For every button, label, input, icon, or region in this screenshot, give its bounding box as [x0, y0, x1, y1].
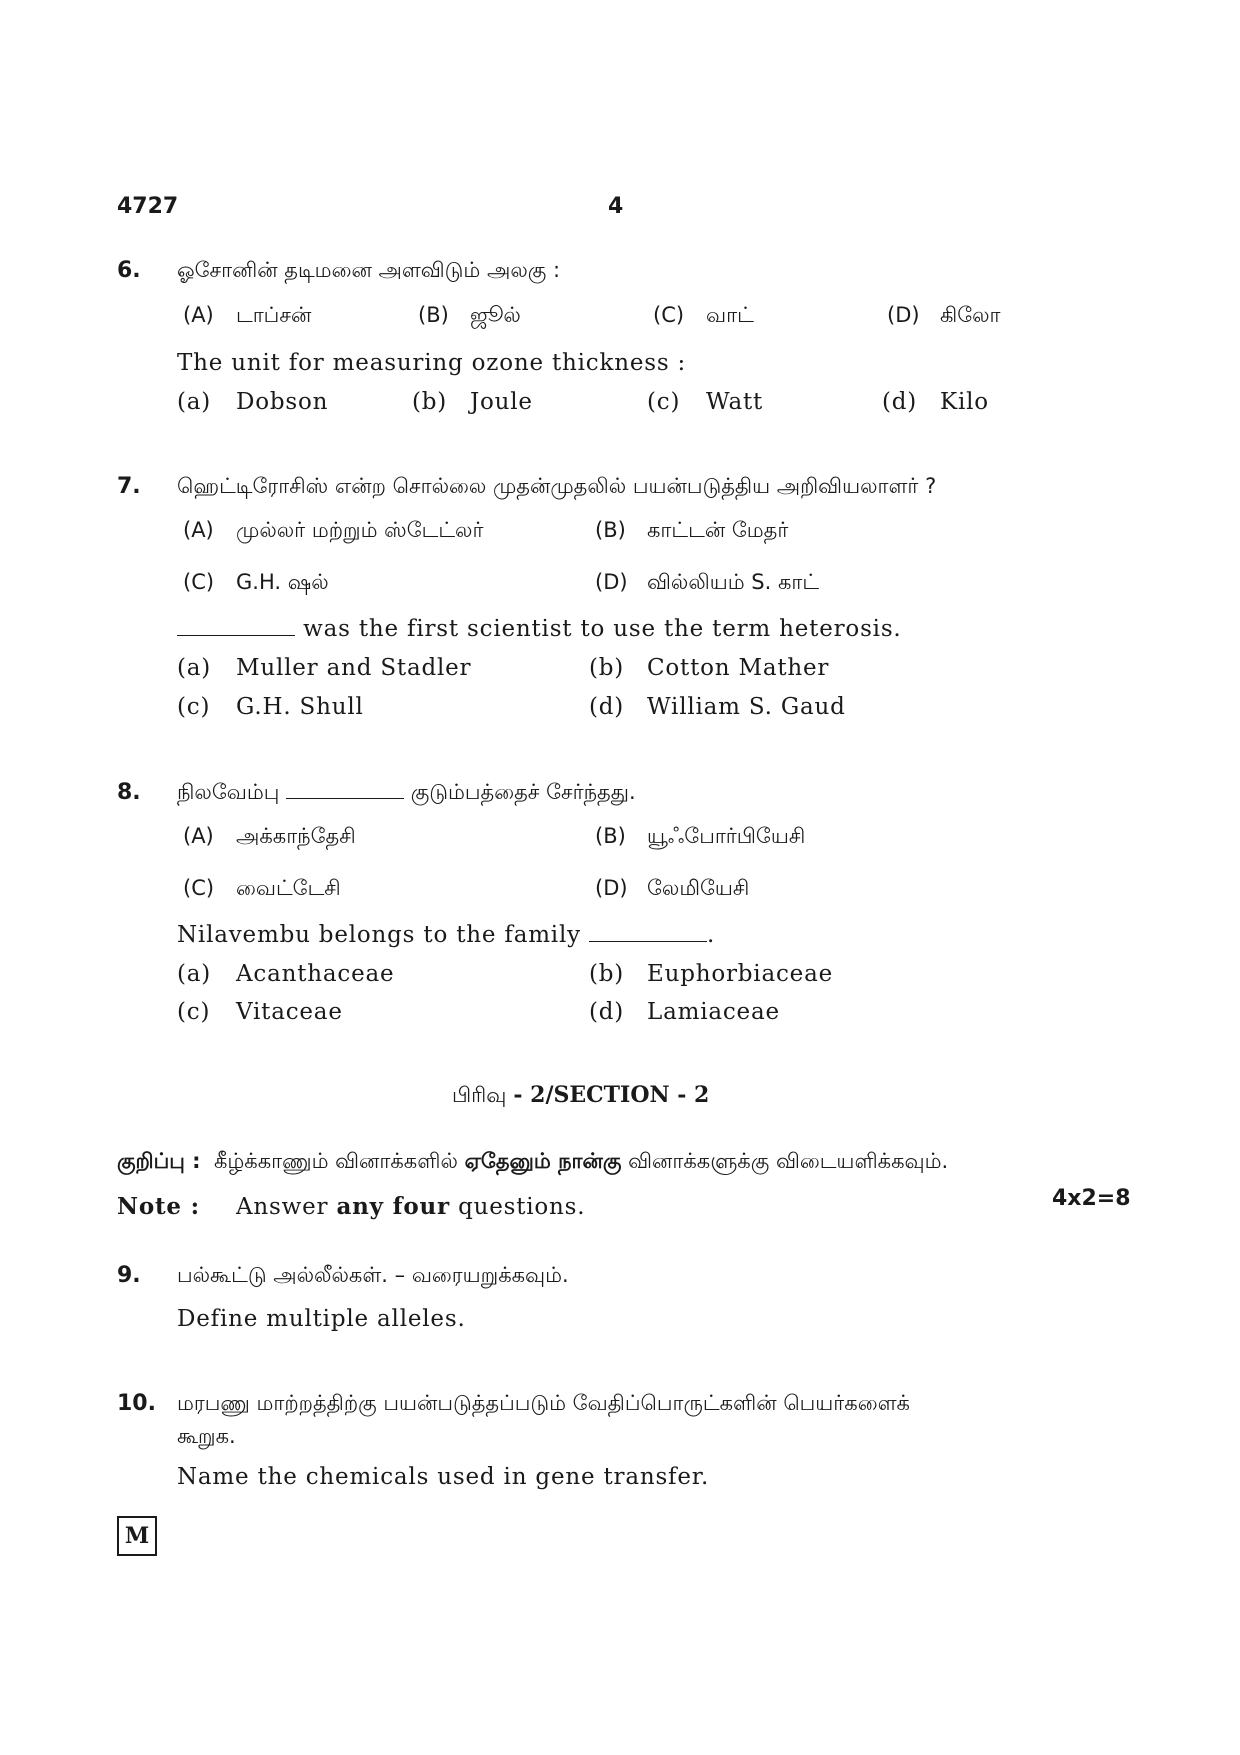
option-text-tamil: யூஃபோர்பியேசி — [647, 824, 806, 848]
option-text-english: Cotton Mather — [647, 655, 830, 681]
option-label: (C) — [183, 570, 215, 594]
option-label: (A) — [183, 518, 214, 542]
option-label: (C) — [183, 876, 215, 900]
option-label: (D) — [887, 303, 920, 327]
option-label: (d) — [589, 999, 625, 1025]
note-label-tamil: குறிப்பு : — [117, 1149, 201, 1173]
option-text-english: William S. Gaud — [647, 694, 846, 720]
option-label: (b) — [589, 655, 625, 681]
note-emphasis-english: any four — [336, 1193, 450, 1220]
option-label: (A) — [183, 303, 214, 327]
question-number: 8. — [117, 780, 141, 805]
question-text-english-body: was the first scientist to use the term heterosis. — [303, 616, 902, 642]
question-number: 9. — [117, 1263, 141, 1288]
option-text-tamil: கிலோ — [940, 303, 1001, 327]
question-text-english: Define multiple alleles. — [177, 1306, 466, 1332]
note-label-english: Note : — [117, 1193, 200, 1220]
note-text-tamil: கீழ்க்காணும் வினாக்களில் — [213, 1149, 458, 1173]
option-text-tamil: முல்லர் மற்றும் ஸ்டேட்லர் — [236, 518, 484, 542]
option-text-tamil: G.H. ஷல் — [236, 570, 329, 594]
question-text-tamil — [177, 780, 636, 807]
option-label: (a) — [177, 961, 212, 987]
note-text-english: Answer — [236, 1194, 329, 1220]
page-number: 4 — [608, 194, 624, 219]
question-text-english — [177, 922, 715, 948]
option-label: (a) — [177, 389, 212, 415]
option-text-tamil: வில்லியம் S. காட் — [647, 570, 820, 594]
option-label: (D) — [595, 876, 628, 900]
question-text-english-body: Nilavembu belongs to the family — [177, 922, 581, 948]
section-heading-english: - 2/SECTION - 2 — [513, 1082, 710, 1108]
option-label: (b) — [412, 389, 448, 415]
question-text-tamil: ஹெட்டிரோசிஸ் என்ற சொல்லை முதன்முதலில் பயன்படுத்திய அறிவியலாளர் ? — [177, 474, 937, 498]
note-english — [236, 1193, 585, 1220]
note-text-tamil-end: வினாக்களுக்கு விடையளிக்கவும். — [628, 1149, 949, 1173]
note-tamil — [117, 1149, 948, 1176]
option-label: (B) — [595, 518, 626, 542]
section-heading-tamil: பிரிவு — [452, 1083, 507, 1107]
option-label: (C) — [653, 303, 685, 327]
question-text-tamil: மரபணு மாற்றத்திற்கு பயன்படுத்தப்படும் வேதிப்பொருட்களின் பெயர்களைக் — [177, 1391, 910, 1415]
option-text-english: Muller and Stadler — [236, 655, 472, 681]
answer-blank — [286, 797, 404, 799]
question-text-tamil: பல்கூட்டு அல்லீல்கள். – வரையறுக்கவும். — [177, 1263, 569, 1287]
option-label: (c) — [177, 694, 211, 720]
option-text-english: Joule — [470, 389, 533, 415]
option-label: (A) — [183, 824, 214, 848]
paper-code: 4727 — [117, 194, 179, 219]
option-label: (B) — [595, 824, 626, 848]
option-label: (c) — [177, 999, 211, 1025]
question-text-tamil: ஓசோனின் தடிமனை அளவிடும் அலகு : — [177, 258, 561, 282]
answer-blank — [177, 634, 295, 636]
option-label: (a) — [177, 655, 212, 681]
question-text-english: The unit for measuring ozone thickness : — [177, 350, 687, 376]
option-label: (D) — [595, 570, 628, 594]
option-label: (c) — [647, 389, 681, 415]
note-emphasis-tamil: ஏதேனும் நான்கு — [464, 1149, 622, 1173]
question-text-tamil-end: குடும்பத்தைச் சேர்ந்தது. — [410, 780, 636, 804]
question-text-tamil-continued: கூறுக. — [177, 1424, 236, 1448]
option-text-english: Watt — [706, 389, 764, 415]
option-text-tamil: ஜூல் — [470, 303, 521, 327]
option-label: (b) — [589, 961, 625, 987]
option-label: (d) — [882, 389, 918, 415]
option-text-tamil: வைட்டேசி — [236, 876, 341, 900]
note-text-english-end: questions. — [458, 1194, 586, 1220]
option-text-tamil: வாட் — [706, 303, 754, 327]
question-number: 10. — [117, 1391, 156, 1416]
option-text-english: Vitaceae — [236, 999, 343, 1025]
marks-allocation: 4x2=8 — [1052, 1186, 1131, 1211]
option-label: (B) — [418, 303, 449, 327]
question-text-english — [177, 616, 902, 642]
option-text-tamil: அக்காந்தேசி — [236, 824, 356, 848]
option-text-tamil: காட்டன் மேதர் — [647, 518, 789, 542]
question-text-tamil-start: நிலவேம்பு — [177, 780, 280, 804]
question-text-english: Name the chemicals used in gene transfer. — [177, 1464, 710, 1490]
option-text-tamil: டாப்சன் — [236, 303, 312, 327]
option-text-english: Euphorbiaceae — [647, 961, 833, 987]
note-english-label — [117, 1193, 200, 1220]
option-text-english: Acanthaceae — [236, 961, 395, 987]
option-text-english: Kilo — [940, 389, 989, 415]
option-text-english: Lamiaceae — [647, 999, 780, 1025]
question-number: 7. — [117, 474, 141, 499]
answer-blank — [589, 940, 707, 942]
option-text-english: Dobson — [236, 389, 329, 415]
question-text-english-end: . — [707, 922, 716, 948]
question-number: 6. — [117, 258, 141, 283]
option-text-tamil: லேமியேசி — [647, 876, 750, 900]
section-heading — [452, 1082, 709, 1110]
option-label: (d) — [589, 694, 625, 720]
option-text-english: G.H. Shull — [236, 694, 364, 720]
medium-mark-box: M — [117, 1516, 157, 1556]
